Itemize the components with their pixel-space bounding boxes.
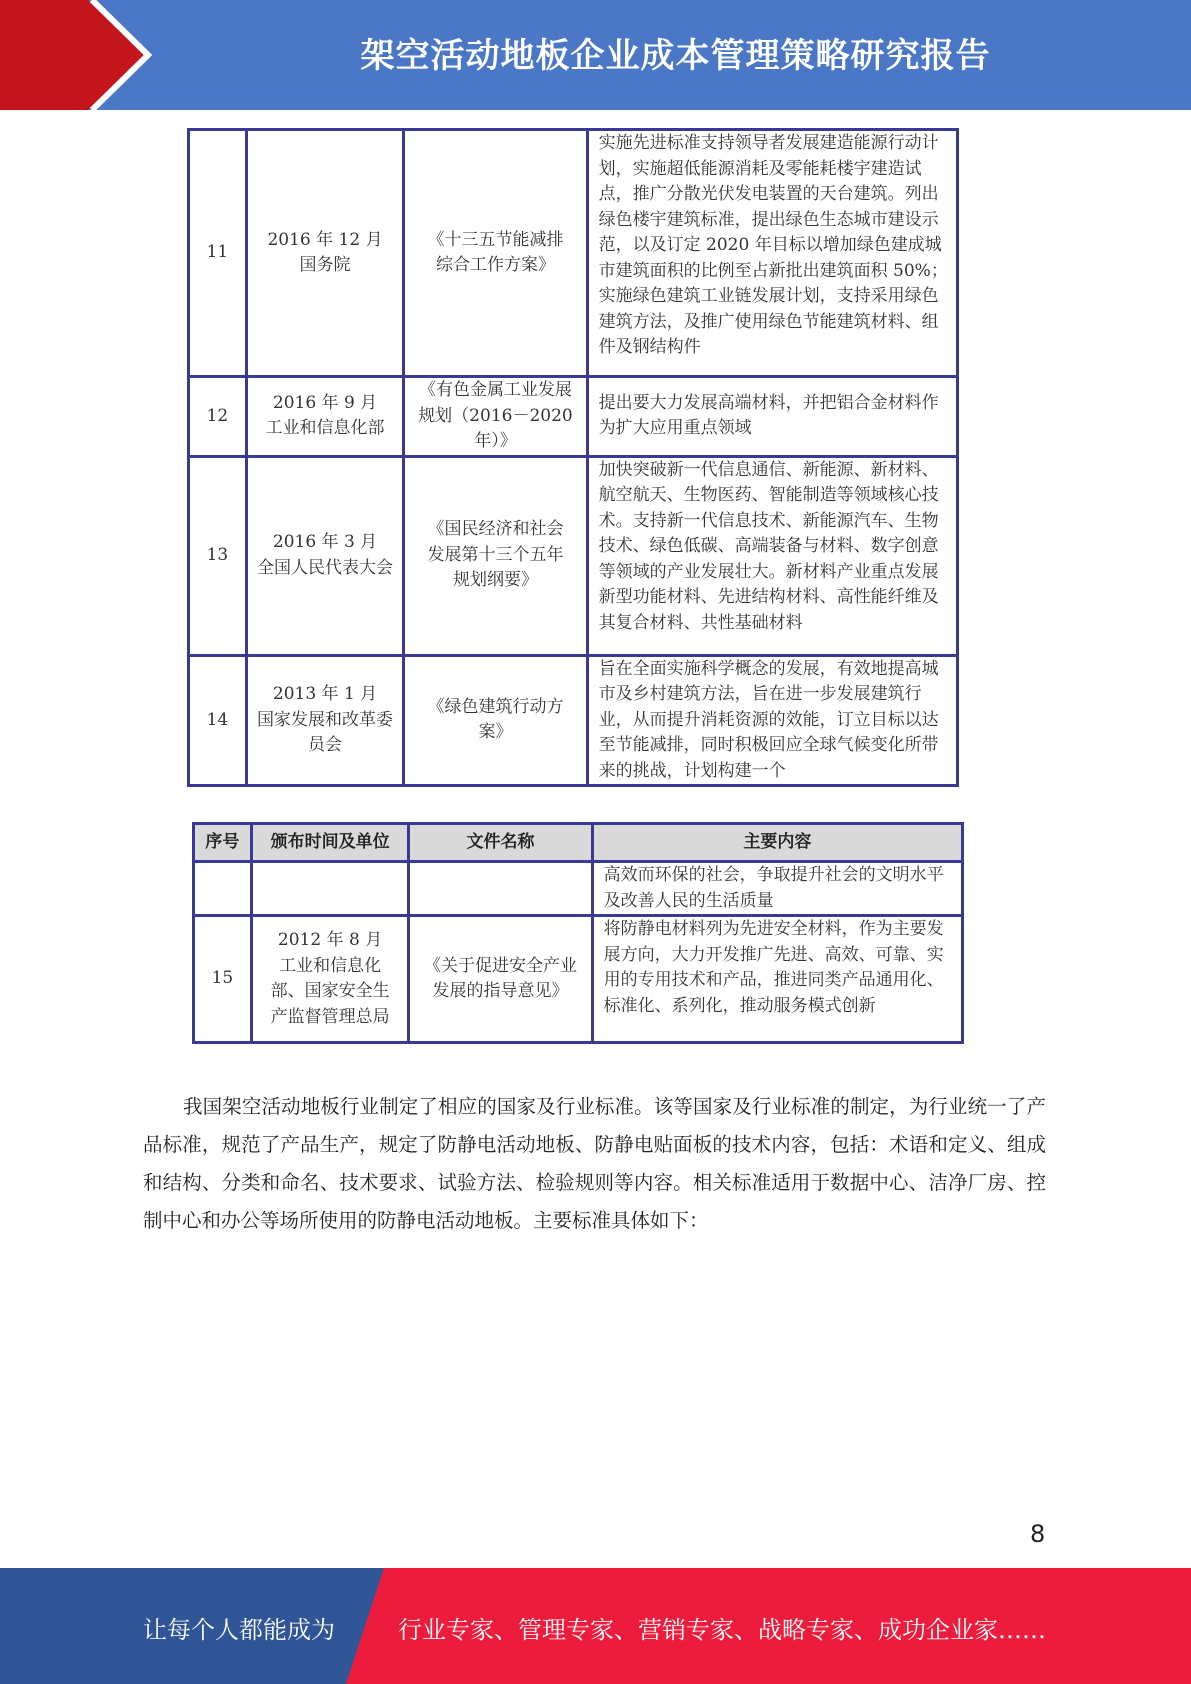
issuing-org: 工业和信息化部、国家安全生产监督管理总局 — [270, 955, 390, 1027]
date-org-cell — [246, 456, 403, 655]
row-number: 14 — [189, 655, 247, 786]
footer-slogan-right: 行业专家、管理专家、营销专家、战略专家、成功企业家…… — [398, 1616, 1046, 1644]
table-row — [189, 377, 958, 457]
row-number: 11 — [189, 130, 247, 377]
header-doc: 文件名称 — [409, 824, 592, 862]
issue-date: 2016 年 12 月 — [267, 229, 383, 250]
document-name: 《关于促进安全产业发展的指导意见》 — [409, 916, 592, 1043]
table-row — [189, 655, 958, 786]
date-org-cell — [246, 130, 403, 377]
date-org-cell — [246, 655, 403, 786]
main-content: 旨在全面实施科学概念的发展，有效地提高城市及乡村建筑方法，旨在进一步发展建筑行业，从而提升消耗资源的效能，订立目标以达至节能减排，同时积极回应全球气候变化所带来的挑战，计划构建一个 — [587, 655, 957, 786]
footer-slogan-left: 让每个人都能成为 — [143, 1616, 335, 1644]
page-header — [0, 0, 1191, 110]
table-row — [189, 456, 958, 655]
issue-date: 2016 年 9 月 — [272, 392, 378, 413]
issue-date: 2012 年 8 月 — [277, 930, 383, 950]
document-name: 《绿色建筑行动方案》 — [404, 655, 587, 786]
issuing-org: 国家发展和改革委员会 — [257, 709, 394, 755]
header-date-org: 颁布时间及单位 — [251, 824, 409, 862]
main-content: 实施先进标准支持领导者发展建造能源行动计划，实施超低能源消耗及零能耗楼宇建造试点，推广分散光伏发电装置的天台建筑。列出绿色楼宇建筑标准，提出绿色生态城市建设示范，以及订定 2020 年目标以增加绿色建成城市建筑面积的比例至占新批出建筑面积 50%；实施绿色建筑工业链发展计划，支持采用绿色建筑方法，及推广使用绿色节能建筑材料、组件及钢结构件 — [587, 130, 957, 377]
empty-cell — [194, 862, 252, 916]
date-org-cell — [251, 916, 409, 1043]
empty-cell — [409, 862, 592, 916]
issue-date: 2013 年 1 月 — [272, 684, 378, 704]
header-content: 主要内容 — [592, 824, 962, 862]
date-org-cell — [246, 377, 403, 457]
document-name: 《国民经济和社会发展第十三个五年规划纲要》 — [404, 456, 587, 655]
main-content: 将防静电材料列为先进安全材料，作为主要发展方向，大力开发推广先进、高效、可靠、实用的专用技术和产品，推进同类产品通用化、标准化、系列化，推动服务模式创新 — [592, 916, 962, 1043]
main-content: 提出要大力发展高端材料，并把铝合金材料作为扩大应用重点领域 — [587, 377, 957, 457]
row-number: 12 — [189, 377, 247, 457]
page-number: 8 — [1030, 1520, 1046, 1548]
report-title: 架空活动地板企业成本管理策略研究报告 — [360, 36, 991, 76]
document-name: 《十三五节能减排综合工作方案》 — [404, 130, 587, 377]
policy-table-continued — [187, 128, 959, 787]
table-header-row — [194, 824, 963, 862]
header-no: 序号 — [194, 824, 252, 862]
document-name: 《有色金属工业发展规划（2016－2020 年）》 — [404, 377, 587, 457]
policy-table-header-continued — [192, 822, 964, 1044]
empty-cell — [251, 862, 409, 916]
main-content: 加快突破新一代信息通信、新能源、新材料、航空航天、生物医药、智能制造等领域核心技术。支持新一代信息技术、新能源汽车、生物技术、绿色低碳、高端装备与材料、数字创意等领域的产业发展壮大。新材料产业重点发展新型功能材料、先进结构材料、高性能纤维及其复合材料、共性基础材料 — [587, 456, 957, 655]
table-row — [189, 130, 958, 377]
issuing-org: 全国人民代表大会 — [257, 557, 394, 578]
paragraph: 我国架空活动地板行业制定了相应的国家及行业标准。该等国家及行业标准的制定，为行业统一了产品标准，规范了产品生产，规定了防静电活动地板、防静电贴面板的技术内容，包括：术语和定义、组成和结构、分类和命名、技术要求、试验方法、检验规则等内容。相关标准适用于数据中心、洁净厂房、控制中心和办公等场所使用的防静电活动地板。主要标准具体如下： — [143, 1095, 1046, 1232]
body-text — [143, 1088, 1046, 1240]
main-content: 高效而环保的社会，争取提升社会的文明水平及改善人民的生活质量 — [592, 862, 962, 916]
issuing-org: 国务院 — [299, 255, 351, 275]
page-footer — [0, 1568, 1191, 1684]
row-number: 15 — [194, 916, 252, 1043]
table-row — [194, 862, 963, 916]
table-row — [194, 916, 963, 1043]
issue-date: 2016 年 3 月 — [272, 532, 378, 552]
row-number: 13 — [189, 456, 247, 655]
header-arrow-decoration — [0, 0, 160, 110]
issuing-org: 工业和信息化部 — [265, 418, 385, 439]
